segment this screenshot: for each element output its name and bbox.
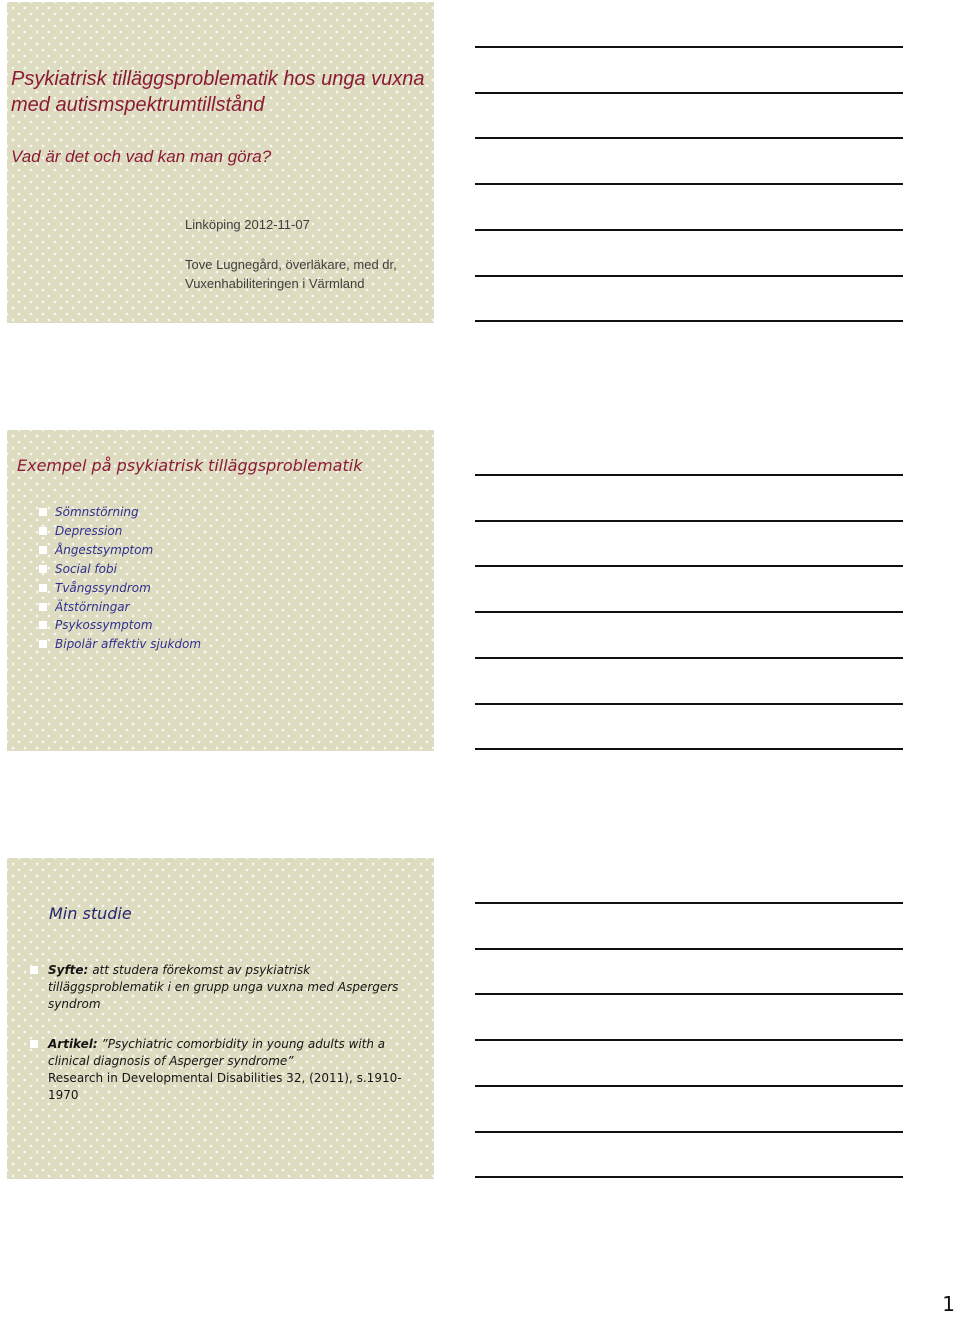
note-line [475,275,903,277]
list-item [39,616,201,635]
note-line [475,229,903,231]
note-line [475,183,903,185]
note-line [475,1176,903,1178]
list-item-label: Psykossymptom [55,618,153,633]
square-bullet-icon [30,966,38,974]
list-item [39,541,201,560]
list-item-label: Depression [55,523,123,538]
author-name-line: Tove Lugnegård, överläkare, med dr, [185,257,397,272]
square-bullet-icon [39,546,47,554]
list-item-label: Bipolär affektiv sjukdom [55,637,202,652]
slide-1-title: Psykiatrisk tilläggsproblematik hos unga vuxna med autismspektrumtillstånd [11,68,425,116]
note-line [475,993,903,995]
list-item-label: Tvångssyndrom [55,580,151,595]
list-item [39,598,201,617]
article-paragraph [48,1036,426,1104]
slide-2 [7,430,434,751]
square-bullet-icon [39,527,47,535]
presentation-date-line: Linköping 2012-11-07 [185,217,310,232]
condition-list [39,503,201,654]
note-line [475,1039,903,1041]
list-item [39,635,201,654]
note-line [475,902,903,904]
slide-1-subtitle: Vad är det och vad kan man göra? [11,147,272,166]
square-bullet-icon [39,508,47,516]
list-item-label: Ätstörningar [55,599,130,614]
list-item-label: Sömnstörning [55,505,139,519]
square-bullet-icon [30,1040,38,1048]
list-item-label: Social fobi [55,561,117,576]
aim-label: Syfte: [48,963,89,977]
slide-3-title: Min studie [49,904,132,923]
note-line [475,703,903,705]
square-bullet-icon [39,565,47,573]
square-bullet-icon [39,584,47,592]
list-item-label: Ångestsymptom [55,542,154,557]
slide-3 [7,858,434,1179]
author-block [185,255,397,293]
square-bullet-icon [39,621,47,629]
aim-paragraph [48,962,426,1013]
note-line [475,748,903,750]
article-label: Artikel: [48,1037,98,1051]
article-source: Research in Developmental Disabilities 32, (2011), s.1910-1970 [48,1071,402,1102]
note-line [475,948,903,950]
slide-2-title: Exempel på psykiatrisk tilläggsproblematik [17,456,363,475]
note-line [475,1085,903,1087]
note-line [475,320,903,322]
list-item [39,560,201,579]
note-line [475,137,903,139]
list-item [39,522,201,541]
note-line [475,1131,903,1133]
page-number: 1 [942,1292,955,1316]
article-title: ”Psychiatric comorbidity in young adults with a clinical diagnosis of Asperger syndrome” [48,1037,386,1068]
note-line [475,657,903,659]
author-affiliation-line: Vuxenhabiliteringen i Värmland [185,276,365,291]
note-line [475,46,903,48]
list-item [39,503,201,522]
slide-1 [7,2,434,323]
aim-text: att studera förekomst av psykiatrisk tilläggsproblematik i en grupp unga vuxna med Aspergers syndrom [48,963,399,1011]
note-line [475,611,903,613]
square-bullet-icon [39,603,47,611]
note-line [475,565,903,567]
note-line [475,474,903,476]
list-item [39,579,201,598]
square-bullet-icon [39,640,47,648]
note-line [475,520,903,522]
note-line [475,92,903,94]
